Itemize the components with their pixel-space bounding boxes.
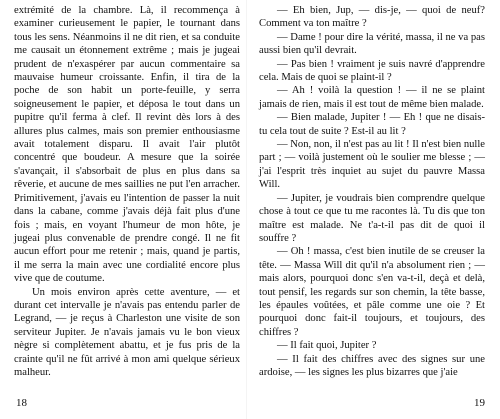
dialogue-line: — Ah ! voilà la question ! — il ne se plaint jamais de rien, mais il est tout de même bien malade.	[259, 85, 485, 110]
dialogue-line: — Dame ! pour dire la vérité, massa, il ne va pas aussi bien qu'il devrait.	[259, 31, 485, 57]
dialogue-line: — Oh ! massa, c'est bien inutile de se creuser la tête. — Massa Will dit qu'il n'a absolument rien ; — mais alors, pourquoi donc s'en va-t-il, deçà et delà, tout pensif, les regards sur son chemin, la tête basse, les épaules voûtées, et pâle comme une oie ? Et pourquoi donc fait-il toujours, et toujours, des chiffres ?	[259, 246, 485, 338]
dialogue-line: — Pas bien ! vraiment je suis navré d'apprendre cela. Mais de quoi se plaint-il ?	[259, 58, 485, 84]
dialogue-line: — Jupiter, je voudrais bien comprendre quelque chose à tout ce que tu me racontes là. Tu dis que ton maître est malade. Ne t'a-t-il pas dit de quoi il souffre ?	[259, 192, 485, 244]
dialogue-line: — Il fait quoi, Jupiter ?	[277, 340, 377, 352]
paragraph: extrémité de la chambre. Là, il recommença à examiner curieusement le papier, le tournant dans tous les sens. Néanmoins il ne dit rien, et sa conduite me causait un étonnement extrême ; mais je jugeai prudent de n'exaspérer par aucun commentaire sa mauvaise humeur croissante. Enfin, il tira de la poche de son habit un porte-feuille, y serra soigneusement le papier, et déposa le tout dans un pupitre qu'il ferma à clef. Il revint dès lors à des allures plus calmes, mais son premier enthousiasme avait totalement disparu. Il avait l'air plutôt concentré que boudeur. A mesure que la soirée s'avançait, il s'absorbait de plus en plus dans sa rêverie, et aucune de mes saillies ne put l'en arracher. Primitivement, j'avais eu l'intention de passer la nuit dans la cabane, comme j'avais déjà fait plus d'une fois ; mais, en voyant l'humeur de mon hôte, je jugeai plus convenable de prendre congé. Il ne fit aucun effort pour me retenir ; mais, quand je partis, il me serra la main avec une cordialité encore plus vive que de coutume.	[14, 5, 240, 285]
book-gutter	[246, 0, 247, 419]
dialogue-line: — Bien malade, Jupiter ! — Eh ! que ne disais-tu cela tout de suite ? Est-il au lit ?	[259, 112, 485, 137]
page-number-right: 19	[474, 397, 485, 409]
dialogue-line: — Non, non, il n'est pas au lit ! Il n'est bien nulle part ; — voilà justement où le soulier me blesse ; — j'ai l'esprit très inquiet au sujet du pauvre Massa Will.	[259, 139, 486, 191]
dialogue-line: — Eh bien, Jup, — dis-je, — quoi de neuf? Comment va ton maître ?	[259, 5, 485, 30]
right-page-text	[259, 4, 485, 379]
page-number-left: 18	[16, 397, 27, 409]
paragraph: Un mois environ après cette aventure, — et durant cet intervalle je n'avais pas entendu parler de Legrand, — je reçus à Charleston une visite de son serviteur Jupiter. Je n'avais jamais vu le bon vieux nègre si complètement abattu, et je fus pris de la crainte qu'il ne fût arrivé à mon ami quelque sérieux malheur.	[14, 286, 240, 378]
dialogue-line: — Il fait des chiffres avec des signes sur une ardoise, — les signes les plus bizarres que j'aie	[259, 353, 485, 378]
left-page-text	[14, 4, 240, 379]
